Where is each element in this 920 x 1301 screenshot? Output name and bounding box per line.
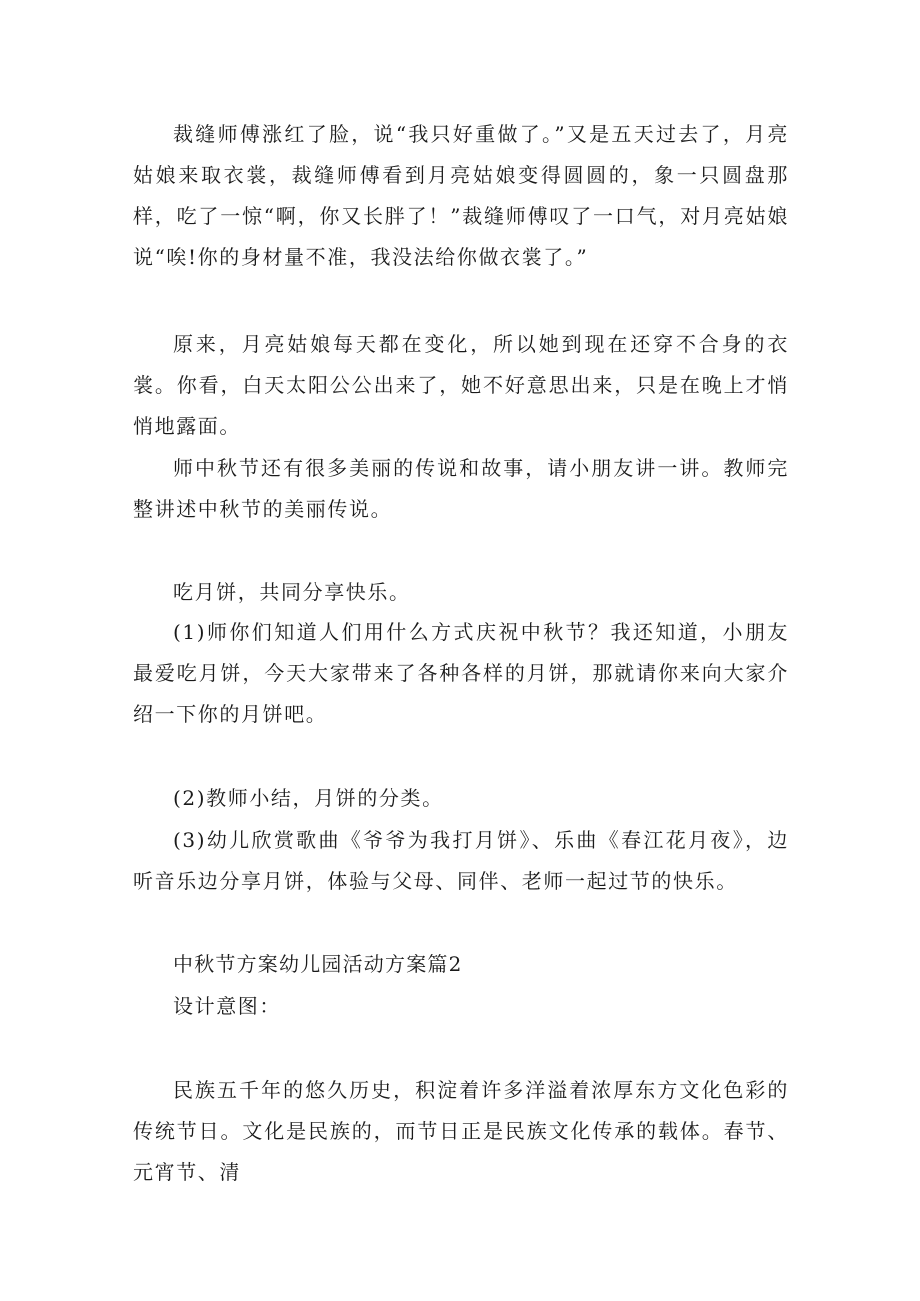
- paragraph-national-festivals: 民族五千年的悠久历史，积淀着许多洋溢着浓厚东方文化色彩的传统节日。文化是民族的，而节日正是民族文化传承的载体。春节、元宵节、清: [133, 1078, 789, 1184]
- paragraph-tailor-story: 裁缝师傅涨红了脸，说“我只好重做了。”又是五天过去了，月亮姑娘来取衣裳，裁缝师傅看到月亮姑娘变得圆圆的，象一只圆盘那样，吃了一惊“啊，你又长胖了！”裁缝师傅叹了一口气，对月亮姑娘说“唉!你的身材量不准，我没法给你做衣裳了。”: [133, 122, 789, 269]
- paragraph-moon-changes: 原来，月亮姑娘每天都在变化，所以她到现在还穿不合身的衣裳。你看，白天太阳公公出来了，她不好意思出来，只是在晚上才悄悄地露面。: [133, 332, 789, 438]
- paragraph-step-3: (3)幼儿欣赏歌曲《爷爷为我打月饼》、乐曲《春江花月夜》，边听音乐边分享月饼，体验与父母、同伴、老师一起过节的快乐。: [133, 828, 789, 893]
- paragraph-step-1: (1)师你们知道人们用什么方式庆祝中秋节？我还知道，小朋友最爱吃月饼，今天大家带来了各种各样的月饼，那就请你来向大家介绍一下你的月饼吧。: [133, 620, 789, 726]
- paragraph-eat-mooncakes: 吃月饼，共同分享快乐。: [173, 580, 411, 604]
- design-intent-label: 设计意图：: [173, 994, 281, 1018]
- paragraph-legends: 师中秋节还有很多美丽的传说和故事，请小朋友讲一讲。教师完整讲述中秋节的美丽传说。: [133, 456, 789, 521]
- paragraph-step-2: (2)教师小结，月饼的分类。: [173, 786, 444, 810]
- section-heading: 中秋节方案幼儿园活动方案篇2: [173, 952, 463, 976]
